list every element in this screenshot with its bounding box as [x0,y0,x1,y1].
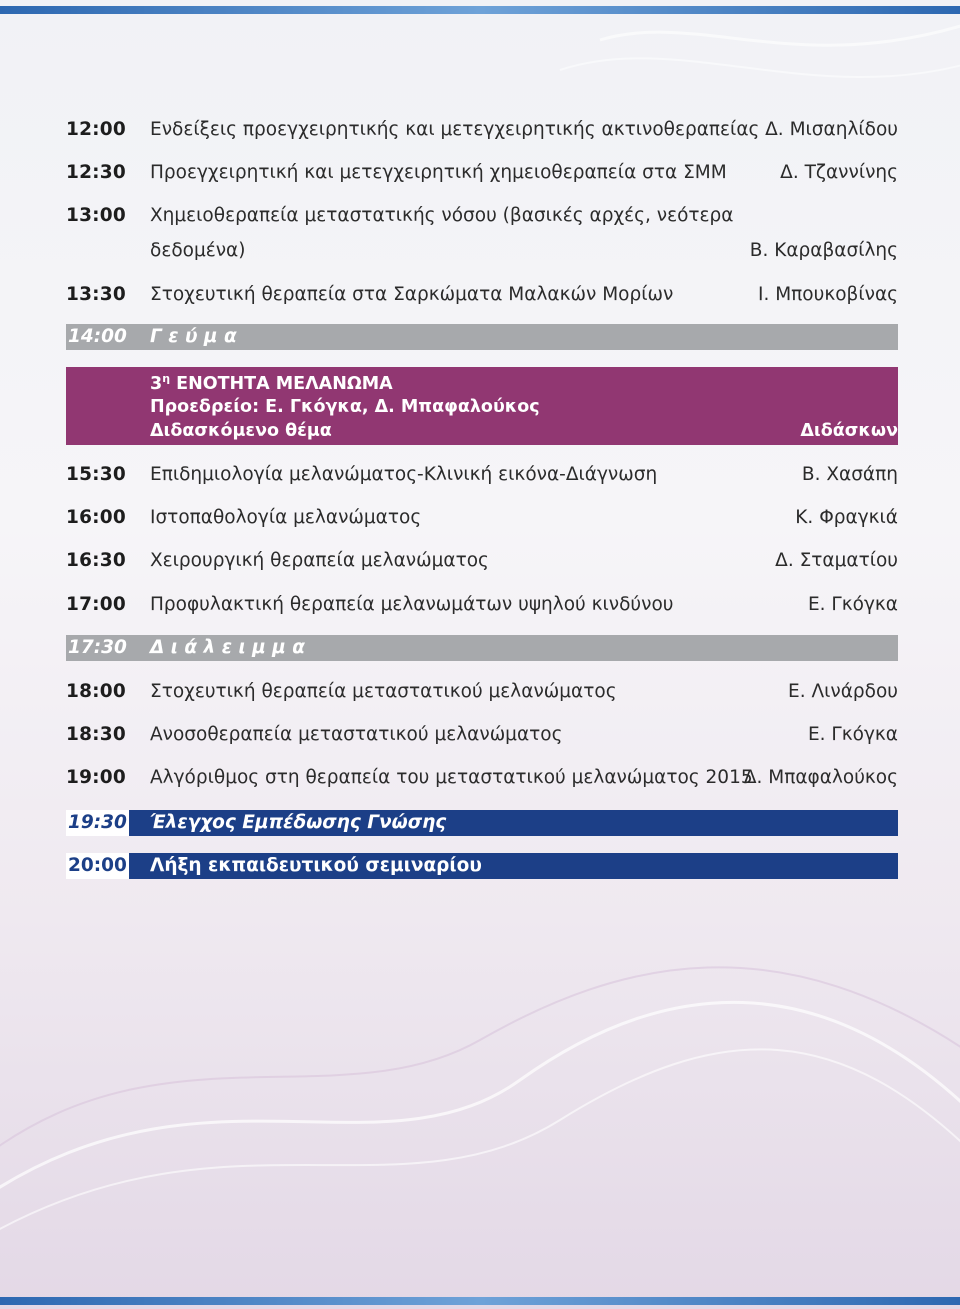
talk-title: Χημειοθεραπεία μεταστατικής νόσου (βασικές αρχές, νεότερα [150,205,734,226]
talk-title: Προεγχειρητική και μετεγχειρητική χημειοθεραπεία στα ΣΜΜ [150,162,727,183]
speaker: Δ. Τζαννίνης [780,162,898,183]
time: 17:30 [68,637,127,658]
speaker: Β. Χασάπη [801,464,898,485]
section-header-melanoma [66,367,898,445]
talk-title: Προφυλακτική θεραπεία μελανωμάτων υψηλού κινδύνου [150,594,674,615]
talk-title: Ανοσοθεραπεία μεταστατικού μελανώματος [150,724,563,745]
time: 14:00 [68,326,127,347]
closing-title: Λήξη εκπαιδευτικού σεμιναρίου [150,855,482,876]
bottom-accent-line [0,1297,960,1305]
time: 19:30 [66,810,129,836]
time: 13:00 [66,205,126,226]
section-heading: $3^\eta$ ΕΝΟΤΗΤΑ ΜΕΛΑΝΩΜΑ [150,372,393,394]
speaker: Ε. Γκόγκα [807,724,898,745]
section-chairs: Προεδρείο: Ε. Γκόγκα, Δ. Μπαφαλούκος [150,397,540,417]
speaker: Κ. Φραγκιά [795,507,898,528]
speaker: Δ. Μπαφαλούκος [743,767,898,788]
lunch-break-bar [66,324,898,350]
speaker-column-label: Διδάσκων [800,421,898,441]
time: 17:00 [66,594,126,615]
talk-title: Ενδείξεις προεγχειρητικής και μετεγχειρητικής ακτινοθεραπείας [150,119,760,140]
speaker: Β. Καραβασίλης [749,240,898,261]
seminar-end-bar [66,853,898,879]
time: 20:00 [66,853,129,879]
speaker: Ε. Γκόγκα [807,594,898,615]
time: 18:30 [66,724,126,745]
talk-title: Ιστοπαθολογία μελανώματος [150,507,422,528]
break-title: Γ ε ύ μ α [150,326,237,347]
time: 12:30 [66,162,126,183]
quiz-bar [66,810,898,836]
time: 12:00 [66,119,126,140]
speaker: Δ. Σταματίου [775,550,898,571]
talk-title: Στοχευτική θεραπεία μεταστατικού μελανώματος [150,681,617,702]
time: 16:00 [66,507,126,528]
closing-title: Έλεγχος Εμπέδωσης Γνώσης [150,812,447,833]
talk-title: Επιδημιολογία μελανώματος-Κλινική εικόνα-Διάγνωση [150,464,658,485]
top-accent-line [0,6,960,14]
speaker: Ε. Λινάρδου [788,681,898,702]
coffee-break-bar [66,635,898,661]
talk-title-continued: δεδομένα) [150,240,246,261]
time: 13:30 [66,284,126,305]
subject-column-label: Διδασκόμενο θέμα [150,421,332,441]
time: 15:30 [66,464,126,485]
time: 19:00 [66,767,126,788]
talk-title: Στοχευτική θεραπεία στα Σαρκώματα Μαλακών Μορίων [150,284,674,305]
time: 18:00 [66,681,126,702]
speaker: Δ. Μισαηλίδου [765,119,898,140]
talk-title: Αλγόριθμος στη θεραπεία του μεταστατικού μελανώματος 2015 [150,767,753,788]
speaker: Ι. Μπουκοβίνας [757,284,898,305]
time: 16:30 [66,550,126,571]
talk-title: Χειρουργική θεραπεία μελανώματος [150,550,489,571]
break-title: Δ ι ά λ ε ι μ μ α [150,637,305,658]
